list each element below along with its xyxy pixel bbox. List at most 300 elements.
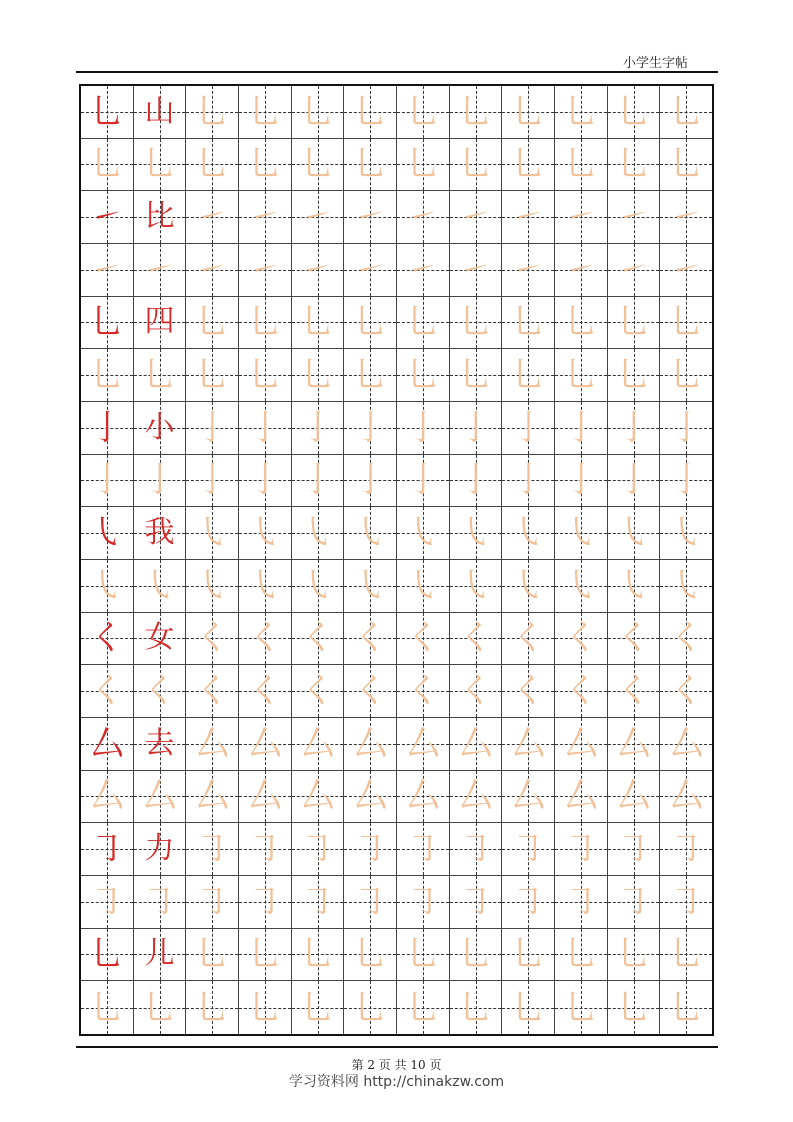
grid-cell: [134, 876, 187, 929]
grid-cell: [450, 349, 503, 402]
grid-cell: [186, 929, 239, 982]
grid-cell: [292, 86, 345, 139]
practice-row: [81, 139, 712, 192]
grid-cell: [502, 718, 555, 771]
trace-stroke: 厶: [405, 776, 440, 817]
grid-cell: [502, 929, 555, 982]
trace-stroke: く: [669, 618, 704, 659]
trace-stroke: 亅: [616, 460, 651, 501]
grid-cell: [397, 455, 450, 508]
grid-cell: [292, 139, 345, 192]
trace-stroke: 厶: [300, 776, 335, 817]
model-stroke: 厶: [89, 723, 124, 764]
grid-cell: [502, 981, 555, 1034]
grid-cell: [555, 665, 608, 718]
grid-cell: [81, 191, 134, 244]
trace-stroke: 乚: [142, 355, 177, 396]
trace-stroke: 亅: [300, 460, 335, 501]
grid-cell: [292, 191, 345, 244]
trace-stroke: ㇀: [89, 249, 124, 290]
trace-stroke: ㇆: [563, 829, 598, 870]
grid-cell: [292, 929, 345, 982]
trace-stroke: 乚: [669, 144, 704, 185]
model-character: 去: [144, 725, 175, 761]
trace-stroke: 厶: [300, 723, 335, 764]
grid-cell: [502, 771, 555, 824]
trace-stroke: く: [142, 671, 177, 712]
trace-stroke: 乚: [353, 144, 388, 185]
trace-stroke: 乚: [353, 91, 388, 132]
trace-stroke: 亅: [195, 407, 230, 448]
model-character: 比: [144, 199, 175, 235]
grid-cell: [660, 876, 712, 929]
grid-cell: [608, 297, 661, 350]
grid-cell: [292, 981, 345, 1034]
trace-stroke: ㇂: [405, 513, 440, 554]
trace-stroke: ㇀: [616, 249, 651, 290]
trace-stroke: ㇆: [300, 881, 335, 922]
grid-cell: [660, 349, 712, 402]
grid-cell: [608, 613, 661, 666]
trace-stroke: く: [563, 618, 598, 659]
grid-cell: [239, 139, 292, 192]
grid-cell: [81, 718, 134, 771]
grid-cell: [292, 560, 345, 613]
model-stroke: く: [89, 618, 124, 659]
trace-stroke: ㇆: [247, 829, 282, 870]
trace-stroke: ㇀: [247, 249, 282, 290]
grid-cell: [134, 244, 187, 297]
header-title: 小学生字帖: [622, 56, 688, 71]
grid-cell: [81, 455, 134, 508]
trace-stroke: ㇂: [300, 513, 335, 554]
trace-stroke: 厶: [89, 776, 124, 817]
trace-stroke: ㇀: [616, 197, 651, 238]
trace-stroke: ㇆: [616, 881, 651, 922]
trace-stroke: ㇆: [669, 881, 704, 922]
trace-stroke: 厶: [247, 723, 282, 764]
grid-cell: [450, 771, 503, 824]
grid-cell: [239, 929, 292, 982]
grid-cell: [502, 86, 555, 139]
trace-stroke: ㇀: [563, 249, 598, 290]
grid-cell: [186, 244, 239, 297]
trace-stroke: ㇆: [669, 829, 704, 870]
grid-cell: [608, 507, 661, 560]
grid-cell: [502, 191, 555, 244]
grid-cell: [450, 665, 503, 718]
trace-stroke: 乚: [458, 934, 493, 975]
grid-cell: [186, 297, 239, 350]
model-stroke: ㇂: [89, 513, 124, 554]
grid-cell: [344, 297, 397, 350]
trace-stroke: 乚: [511, 302, 546, 343]
grid-cell: [239, 455, 292, 508]
trace-stroke: ㇀: [195, 197, 230, 238]
trace-stroke: 乚: [405, 144, 440, 185]
grid-cell: [397, 665, 450, 718]
grid-cell: [81, 823, 134, 876]
grid-cell: [81, 86, 134, 139]
header-rule: [76, 71, 718, 73]
grid-cell: [555, 86, 608, 139]
grid-cell: [134, 402, 187, 455]
grid-cell: [397, 139, 450, 192]
model-stroke: 乚: [89, 91, 124, 132]
trace-stroke: ㇂: [353, 565, 388, 606]
grid-cell: [186, 771, 239, 824]
trace-stroke: 厶: [511, 723, 546, 764]
grid-cell: [186, 981, 239, 1034]
grid-cell: [660, 191, 712, 244]
grid-cell: [239, 402, 292, 455]
trace-stroke: 乚: [142, 987, 177, 1028]
grid-cell: [292, 455, 345, 508]
grid-cell: [344, 981, 397, 1034]
grid-cell: [134, 981, 187, 1034]
trace-stroke: 亅: [669, 460, 704, 501]
grid-cell: [555, 718, 608, 771]
trace-stroke: 乚: [195, 987, 230, 1028]
trace-stroke: 乚: [669, 934, 704, 975]
trace-stroke: く: [300, 618, 335, 659]
trace-stroke: ㇂: [247, 565, 282, 606]
grid-cell: [608, 86, 661, 139]
practice-row: [81, 349, 712, 402]
grid-cell: [81, 981, 134, 1034]
grid-cell: [292, 665, 345, 718]
grid-cell: [397, 929, 450, 982]
grid-cell: [608, 771, 661, 824]
grid-cell: [660, 86, 712, 139]
trace-stroke: 乚: [195, 355, 230, 396]
trace-stroke: ㇆: [511, 881, 546, 922]
grid-cell: [502, 297, 555, 350]
practice-row: [81, 191, 712, 244]
trace-stroke: ㇆: [353, 881, 388, 922]
model-character: 四: [144, 304, 175, 340]
practice-row: [81, 981, 712, 1034]
trace-stroke: 亅: [563, 407, 598, 448]
grid-cell: [186, 560, 239, 613]
trace-stroke: 厶: [353, 723, 388, 764]
grid-cell: [186, 86, 239, 139]
footer-rule: [76, 1046, 718, 1048]
practice-row: [81, 297, 712, 350]
trace-stroke: 乚: [616, 144, 651, 185]
grid-cell: [450, 139, 503, 192]
grid-cell: [134, 507, 187, 560]
trace-stroke: 厶: [563, 723, 598, 764]
practice-row: [81, 718, 712, 771]
grid-cell: [186, 876, 239, 929]
grid-cell: [660, 402, 712, 455]
model-stroke: ㇀: [89, 197, 124, 238]
grid-cell: [239, 507, 292, 560]
grid-cell: [502, 823, 555, 876]
grid-cell: [555, 349, 608, 402]
grid-cell: [239, 771, 292, 824]
trace-stroke: ㇀: [458, 197, 493, 238]
grid-cell: [292, 349, 345, 402]
grid-cell: [134, 929, 187, 982]
grid-cell: [239, 876, 292, 929]
trace-stroke: 乚: [563, 934, 598, 975]
model-character: 我: [144, 515, 175, 551]
grid-cell: [660, 665, 712, 718]
grid-cell: [608, 191, 661, 244]
trace-stroke: 乚: [563, 144, 598, 185]
grid-cell: [134, 86, 187, 139]
grid-cell: [660, 244, 712, 297]
trace-stroke: 乚: [300, 144, 335, 185]
grid-cell: [292, 244, 345, 297]
trace-stroke: 乚: [195, 934, 230, 975]
grid-cell: [502, 560, 555, 613]
trace-stroke: 厶: [247, 776, 282, 817]
grid-cell: [555, 929, 608, 982]
trace-stroke: 厶: [195, 776, 230, 817]
grid-cell: [660, 455, 712, 508]
trace-stroke: 厶: [353, 776, 388, 817]
practice-row: [81, 771, 712, 824]
trace-stroke: 乚: [669, 302, 704, 343]
grid-cell: [186, 402, 239, 455]
trace-stroke: 乚: [247, 91, 282, 132]
practice-row: [81, 402, 712, 455]
grid-cell: [186, 718, 239, 771]
trace-stroke: く: [353, 618, 388, 659]
grid-cell: [292, 876, 345, 929]
trace-stroke: 乚: [616, 355, 651, 396]
grid-cell: [555, 560, 608, 613]
trace-stroke: 乚: [405, 91, 440, 132]
trace-stroke: 乚: [195, 144, 230, 185]
trace-stroke: ㇂: [89, 565, 124, 606]
grid-cell: [450, 455, 503, 508]
trace-stroke: 乚: [300, 91, 335, 132]
grid-cell: [134, 139, 187, 192]
trace-stroke: 乚: [563, 91, 598, 132]
grid-cell: [502, 455, 555, 508]
trace-stroke: 乚: [89, 144, 124, 185]
grid-cell: [81, 771, 134, 824]
grid-cell: [502, 613, 555, 666]
trace-stroke: ㇂: [616, 513, 651, 554]
trace-stroke: 乚: [563, 987, 598, 1028]
trace-stroke: ㇀: [353, 197, 388, 238]
trace-stroke: ㇀: [563, 197, 598, 238]
trace-stroke: く: [195, 671, 230, 712]
grid-cell: [450, 191, 503, 244]
trace-stroke: く: [669, 671, 704, 712]
trace-stroke: 亅: [247, 407, 282, 448]
grid-cell: [397, 981, 450, 1034]
practice-row: [81, 823, 712, 876]
grid-cell: [186, 455, 239, 508]
site-footer: 学习资料网 http://chinakzw.com: [288, 1074, 505, 1090]
grid-cell: [608, 718, 661, 771]
trace-stroke: 乚: [300, 987, 335, 1028]
trace-stroke: 乚: [458, 144, 493, 185]
trace-stroke: 乚: [511, 987, 546, 1028]
trace-stroke: 乚: [511, 355, 546, 396]
grid-cell: [555, 771, 608, 824]
trace-stroke: 乚: [405, 987, 440, 1028]
trace-stroke: 乚: [563, 355, 598, 396]
grid-cell: [660, 139, 712, 192]
trace-stroke: 乚: [300, 934, 335, 975]
trace-stroke: 乚: [142, 144, 177, 185]
trace-stroke: 亅: [405, 460, 440, 501]
grid-cell: [608, 876, 661, 929]
practice-row: [81, 560, 712, 613]
practice-row: [81, 244, 712, 297]
trace-stroke: 厶: [669, 723, 704, 764]
trace-stroke: 乚: [405, 355, 440, 396]
grid-cell: [292, 507, 345, 560]
grid-cell: [292, 402, 345, 455]
trace-stroke: 亅: [511, 460, 546, 501]
grid-cell: [186, 349, 239, 402]
grid-cell: [555, 876, 608, 929]
trace-stroke: 乚: [247, 355, 282, 396]
grid-cell: [186, 823, 239, 876]
trace-stroke: ㇂: [405, 565, 440, 606]
trace-stroke: ㇀: [300, 197, 335, 238]
grid-cell: [397, 718, 450, 771]
grid-cell: [660, 981, 712, 1034]
grid-cell: [81, 876, 134, 929]
grid-cell: [397, 244, 450, 297]
grid-cell: [344, 876, 397, 929]
trace-stroke: ㇀: [511, 249, 546, 290]
grid-cell: [660, 929, 712, 982]
grid-cell: [81, 349, 134, 402]
grid-cell: [134, 349, 187, 402]
trace-stroke: 乚: [89, 987, 124, 1028]
practice-row: [81, 455, 712, 508]
grid-cell: [397, 560, 450, 613]
trace-stroke: 亅: [616, 407, 651, 448]
trace-stroke: 亅: [458, 460, 493, 501]
grid-cell: [450, 823, 503, 876]
grid-cell: [134, 665, 187, 718]
trace-stroke: 亅: [669, 407, 704, 448]
trace-stroke: 乚: [89, 355, 124, 396]
trace-stroke: ㇂: [300, 565, 335, 606]
grid-cell: [186, 507, 239, 560]
trace-stroke: 厶: [458, 723, 493, 764]
grid-cell: [344, 244, 397, 297]
trace-stroke: 亅: [458, 407, 493, 448]
grid-cell: [450, 86, 503, 139]
trace-stroke: ㇂: [353, 513, 388, 554]
trace-stroke: 乚: [353, 987, 388, 1028]
trace-stroke: 乚: [511, 91, 546, 132]
trace-stroke: 乚: [247, 302, 282, 343]
grid-cell: [450, 929, 503, 982]
grid-cell: [134, 560, 187, 613]
trace-stroke: 乚: [458, 91, 493, 132]
grid-cell: [239, 560, 292, 613]
grid-cell: [186, 665, 239, 718]
grid-cell: [450, 244, 503, 297]
trace-stroke: ㇀: [669, 197, 704, 238]
trace-stroke: ㇂: [195, 565, 230, 606]
trace-stroke: ㇆: [142, 881, 177, 922]
grid-cell: [186, 613, 239, 666]
grid-cell: [555, 297, 608, 350]
grid-cell: [660, 823, 712, 876]
trace-stroke: く: [353, 671, 388, 712]
trace-stroke: く: [511, 671, 546, 712]
grid-cell: [608, 560, 661, 613]
grid-cell: [555, 402, 608, 455]
trace-stroke: 厶: [511, 776, 546, 817]
practice-grid: [79, 84, 714, 1036]
trace-stroke: ㇀: [405, 249, 440, 290]
grid-cell: [81, 507, 134, 560]
trace-stroke: 亅: [195, 460, 230, 501]
trace-stroke: ㇂: [669, 565, 704, 606]
grid-cell: [502, 665, 555, 718]
practice-row: [81, 665, 712, 718]
grid-cell: [660, 718, 712, 771]
grid-cell: [344, 139, 397, 192]
trace-stroke: ㇆: [563, 881, 598, 922]
grid-cell: [660, 297, 712, 350]
trace-stroke: ㇂: [616, 565, 651, 606]
grid-cell: [502, 876, 555, 929]
grid-cell: [344, 455, 397, 508]
grid-cell: [239, 613, 292, 666]
trace-stroke: 乚: [511, 144, 546, 185]
trace-stroke: ㇂: [458, 565, 493, 606]
trace-stroke: 乚: [247, 144, 282, 185]
trace-stroke: ㇆: [353, 829, 388, 870]
grid-cell: [502, 349, 555, 402]
trace-stroke: く: [195, 618, 230, 659]
trace-stroke: ㇀: [405, 197, 440, 238]
trace-stroke: 亅: [563, 460, 598, 501]
trace-stroke: 亅: [89, 460, 124, 501]
trace-stroke: 乚: [353, 302, 388, 343]
trace-stroke: 乚: [300, 302, 335, 343]
grid-cell: [239, 823, 292, 876]
grid-cell: [450, 613, 503, 666]
grid-cell: [292, 297, 345, 350]
trace-stroke: く: [616, 618, 651, 659]
grid-cell: [450, 981, 503, 1034]
grid-cell: [608, 929, 661, 982]
grid-cell: [292, 771, 345, 824]
practice-row: [81, 86, 712, 139]
grid-cell: [344, 560, 397, 613]
grid-cell: [555, 981, 608, 1034]
grid-cell: [344, 929, 397, 982]
trace-stroke: ㇆: [616, 829, 651, 870]
grid-cell: [450, 718, 503, 771]
page-number: 第 2 页 共 10 页: [351, 1058, 442, 1072]
model-stroke: 亅: [89, 407, 124, 448]
grid-cell: [239, 665, 292, 718]
grid-cell: [344, 665, 397, 718]
trace-stroke: ㇆: [89, 881, 124, 922]
grid-cell: [134, 297, 187, 350]
grid-cell: [397, 402, 450, 455]
trace-stroke: 乚: [405, 302, 440, 343]
